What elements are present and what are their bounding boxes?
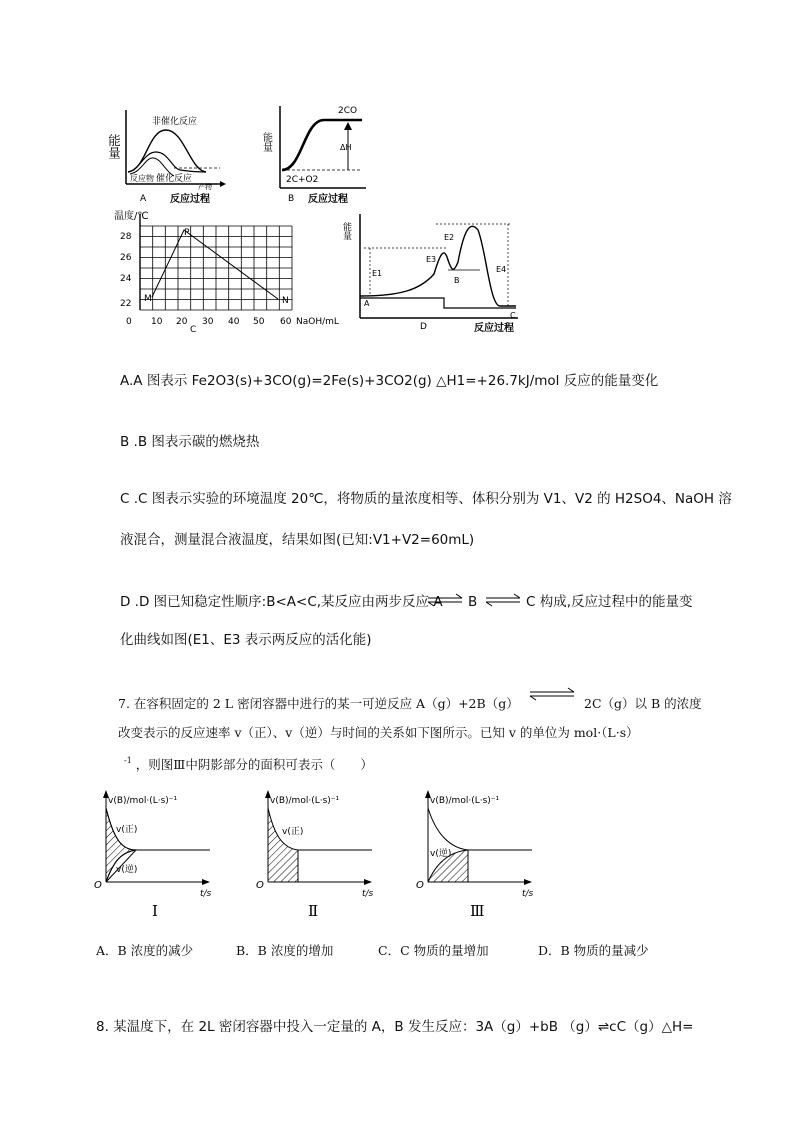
fig-b-deltah: ΔH — [340, 143, 352, 152]
fig-a-x-arrow — [220, 181, 226, 187]
fig-a-uncat-label: 非催化反应 — [152, 117, 198, 127]
fig-d-curve — [360, 226, 516, 306]
fig-a-product: 产物 — [198, 183, 212, 191]
equilibrium-arrow-1 — [426, 593, 464, 612]
graph-1 — [94, 790, 212, 920]
fig-c-ytick-26: 26 — [120, 253, 132, 263]
graph-1-ylabel: v(B)/mol·(L·s)⁻¹ — [108, 796, 178, 806]
fig-c-m: M — [144, 294, 152, 304]
graph-3-origin: O — [416, 880, 424, 891]
option-c-line2: 液混合，测量混合液温度，结果如图(已知:V1+V2=60mL) — [120, 532, 475, 548]
figure-d — [340, 210, 525, 334]
q7-line1-post: 2C（g）以 B 的浓度 — [584, 696, 702, 711]
fig-c-letter: C — [190, 325, 197, 335]
figure-c — [112, 208, 342, 334]
fig-c-ytick-22: 22 — [120, 299, 132, 309]
option-d-mid: B — [468, 594, 478, 610]
graph-1-origin: O — [94, 880, 102, 891]
option-d-line2: 化曲线如图(E1、E3 表示两反应的活化能) — [120, 632, 372, 648]
fig-c-p: P — [184, 228, 190, 238]
fig-d-a: A — [364, 299, 370, 308]
fig-d-letter: D — [420, 322, 427, 332]
graph-2-roman: Ⅱ — [308, 902, 319, 920]
graph-2-vfwd: v(正) — [282, 827, 304, 837]
fig-d-e4: E4 — [496, 265, 507, 274]
graph-3-ylabel: v(B)/mol·(L·s)⁻¹ — [430, 796, 500, 806]
fig-c-xtick-10: 10 — [151, 317, 163, 327]
graph-3-xlabel: t/s — [522, 889, 534, 899]
fig-c-xtick-0: 0 — [126, 317, 132, 327]
graph-1-vfwd: v(正) — [116, 825, 138, 835]
fig-c-xtick-60: 60 — [280, 317, 292, 327]
graph-3-roman: Ⅲ — [470, 902, 485, 920]
fig-c-n: N — [282, 296, 289, 306]
fig-d-ylabel: 能量 — [341, 222, 351, 240]
fig-d-c: C — [510, 311, 516, 320]
fig-c-ytick-28: 28 — [120, 232, 132, 242]
graph-2-ylabel: v(B)/mol·(L·s)⁻¹ — [270, 796, 340, 806]
fig-c-grid — [140, 226, 292, 310]
fig-a-reactant: 反应物 — [130, 174, 154, 183]
option-a — [120, 372, 658, 390]
q7-line3 — [124, 752, 373, 774]
fig-a-letter: A — [140, 194, 147, 204]
graph-1-xlabel: t/s — [200, 889, 212, 899]
option-d-post: C 构成,反应过程中的能量变 — [526, 594, 693, 610]
fig-c-ytick-24: 24 — [120, 274, 132, 284]
figure-b — [262, 102, 372, 208]
fig-d-b: B — [454, 276, 460, 285]
q7-line3-sup: -1 — [124, 756, 132, 765]
q7-line1 — [118, 695, 702, 713]
fig-d-e2: E2 — [444, 233, 455, 242]
fig-b-letter: B — [288, 194, 295, 204]
fig-b-top: 2CO — [338, 106, 358, 116]
fig-c-ylabel: 温度/℃ — [114, 211, 149, 222]
option-b: B .B 图表示碳的燃烧热 — [120, 434, 260, 450]
fig-c-xunit: NaOH/mL — [296, 317, 339, 327]
fig-b-bottom: 2C+O2 — [286, 175, 319, 185]
graph-2-origin: O — [256, 880, 264, 891]
fig-c-xtick-40: 40 — [228, 317, 240, 327]
fig-d-step — [360, 298, 516, 308]
fig-a-ylabel: 能量 — [106, 134, 122, 159]
equilibrium-arrow-2 — [484, 593, 522, 612]
graph-3 — [416, 790, 534, 920]
q7-line3-text: ，则图Ⅲ中阴影部分的面积可表示（ ） — [135, 757, 373, 772]
fig-a-xlabel: 反应过程 — [170, 194, 210, 205]
fig-b-ylabel: 能量 — [260, 132, 272, 152]
fig-c-xtick-30: 30 — [202, 317, 214, 327]
option-a-text: A.A 图表示 Fe2O3(s)+3CO(g)=2Fe(s)+3CO2(g) △H1=+26.7kJ/mol 反应的能量变化 — [120, 373, 659, 389]
q7-line1-pre: 7. 在容积固定的 2 L 密闭容器中进行的某一可逆反应 A（g）+2B（g） — [118, 696, 519, 711]
fig-c-xtick-20: 20 — [176, 317, 188, 327]
fig-d-xlabel: 反应过程 — [474, 323, 514, 334]
q8-line1: 8. 某温度下，在 2L 密闭容器中投入一定量的 A，B 发生反应：3A（g）+bB （g）⇌cC（g）△H= — [96, 1019, 694, 1035]
q7-choice-a[interactable]: A．B 浓度的减少 — [96, 943, 194, 958]
fig-a-cat-label: 催化反应 — [156, 174, 193, 184]
graph-2 — [256, 790, 374, 920]
graph-1-vrev: v(逆) — [116, 865, 138, 875]
fig-c-xtick-50: 50 — [253, 317, 265, 327]
graph-3-vrev: v(逆) — [430, 849, 452, 859]
fig-b-xlabel: 反应过程 — [308, 194, 348, 205]
q7-line2: 改变表示的反应速率 v（正）、v（逆）与时间的关系如下图所示。已知 v 的单位为 mol·（L·s） — [118, 725, 639, 740]
graph-1-roman: Ⅰ — [152, 902, 158, 920]
q7-choice-d[interactable]: D．B 物质的量减少 — [538, 943, 649, 958]
fig-b-arrowhead — [344, 122, 352, 130]
option-c-line1: C .C 图表示实验的环境温度 20℃，将物质的量浓度相等、体积分别为 V1、V2 的 H2SO4、NaOH 溶 — [120, 491, 732, 507]
q7-choice-c[interactable]: C．C 物质的量增加 — [378, 943, 489, 958]
fig-d-e3: E3 — [426, 255, 437, 264]
q7-equilibrium-arrow — [528, 687, 576, 706]
q7-choice-b[interactable]: B．B 浓度的增加 — [236, 943, 334, 958]
option-d-pre: D .D 图已知稳定性顺序:B<A<C,某反应由两步反应 A — [120, 594, 443, 610]
graph-2-xlabel: t/s — [362, 889, 374, 899]
fig-a-curve-uncatalyzed — [128, 130, 206, 172]
fig-d-e1: E1 — [372, 269, 383, 278]
q7-graphs — [90, 790, 570, 925]
option-d-line1 — [120, 593, 693, 611]
